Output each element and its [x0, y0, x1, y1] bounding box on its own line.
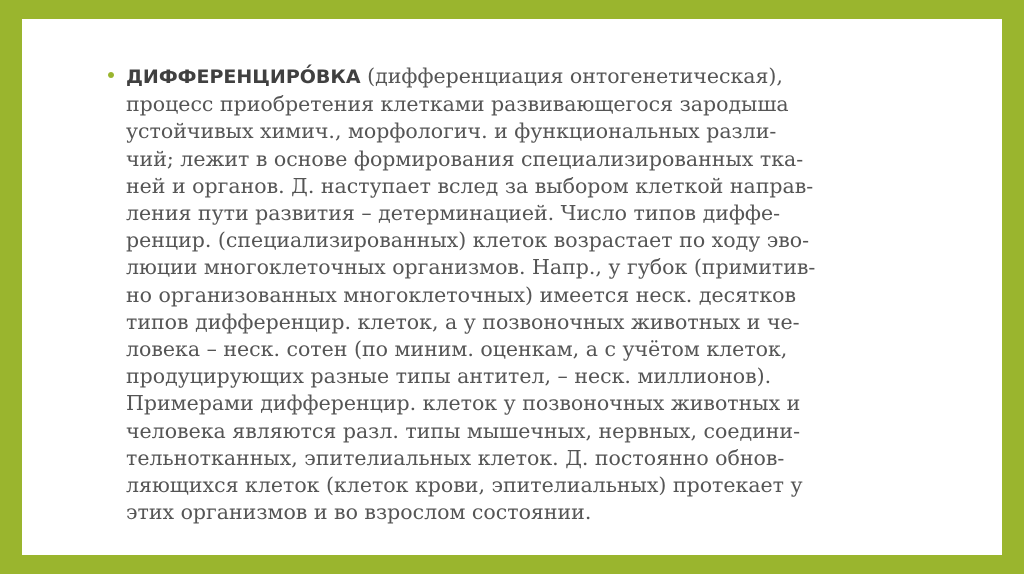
text-line: продуцирующих разные типы антител, – неск. миллионов).: [126, 364, 772, 389]
text-line: тельнотканных, эпителиальных клеток. Д. постоянно обнов-: [126, 445, 785, 470]
text-line: чий; лежит в основе формирования специализированных тка-: [126, 146, 804, 171]
text-line: ренцир. (специализированных) клеток возрастает по ходу эво-: [126, 228, 810, 253]
text-line: устойчивых химич., морфологич. и функциональных разли-: [126, 119, 777, 144]
text-line: Примерами дифференцир. клеток у позвоночных животных и: [126, 391, 801, 416]
text-line: ловека – неск. сотен (по миним. оценкам, а с учётом клеток,: [126, 337, 788, 362]
text-line: ляющихся клеток (клеток крови, эпителиальных) протекает у: [126, 473, 803, 498]
text-line-1: [126, 63, 946, 91]
bullet-dot-icon: [108, 72, 114, 78]
text-line: но организованных многоклеточных) имеется неск. десятков: [126, 282, 797, 307]
slide: [22, 19, 1002, 555]
slide-content: [126, 63, 946, 526]
text-line: процесс приобретения клетками развивающегося зародыша: [126, 92, 789, 117]
term-heading: ДИФФЕРЕНЦИРО́ВКА: [126, 66, 361, 88]
text-line: человека являются разл. типы мышечных, нервных, соедини-: [126, 418, 801, 443]
text-line: типов дифференцир. клеток, а у позвоночных животных и че-: [126, 309, 800, 334]
bullet-paragraph: [126, 63, 946, 526]
text-line: этих организмов и во взрослом состоянии.: [126, 500, 592, 525]
text-line: ней и органов. Д. наступает вслед за выбором клеткой направ-: [126, 173, 814, 198]
text-line: ления пути развития – детерминацией. Число типов диффе-: [126, 201, 781, 226]
text-line: люции многоклеточных организмов. Напр., у губок (примитив-: [126, 255, 816, 280]
first-line-text: (дифференциация онтогенетическая),: [360, 64, 783, 88]
